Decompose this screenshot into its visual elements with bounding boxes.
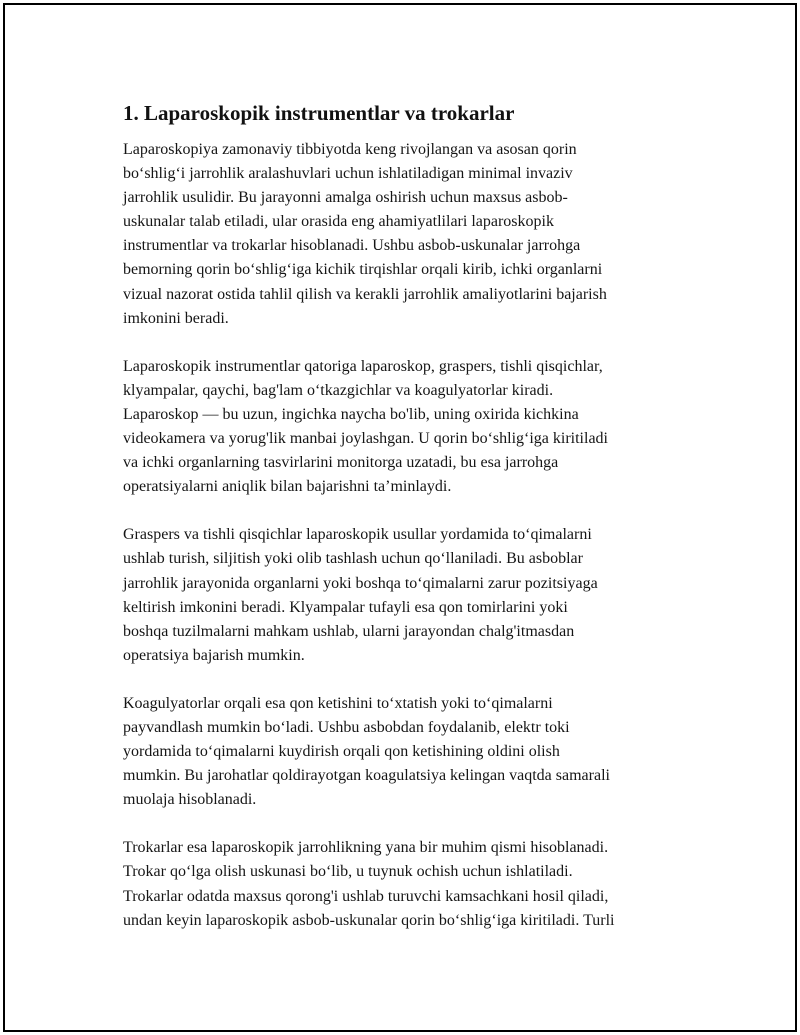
text-line: operatsiya bajarish mumkin.	[123, 646, 305, 664]
text-line: bo‘shlig‘i jarrohlik aralashuvlari uchun ishlatiladigan minimal invaziv	[123, 165, 573, 183]
text-line: boshqa tuzilmalarni mahkam ushlab, ularni jarayondan chalg'itmasdan	[123, 622, 575, 640]
paragraph-2	[123, 355, 695, 500]
text-line: muolaja hisoblanadi.	[123, 791, 257, 809]
text-line: imkonini beradi.	[123, 309, 229, 327]
text-line: Trokarlar odatda maxsus qorong'i ushlab turuvchi kamsachkani hosil qiladi,	[123, 887, 609, 905]
text-line: Koagulyatorlar orqali esa qon ketishini to‘xtatish yoki to‘qimalarni	[123, 694, 553, 712]
text-line: uskunalar talab etiladi, ular orasida eng ahamiyatlilari laparoskopik	[123, 213, 554, 231]
text-line: undan keyin laparoskopik asbob-uskunalar qorin bo‘shlig‘iga kiritiladi. Turli	[123, 911, 615, 929]
text-line: ushlab turish, siljitish yoki olib tashlash uchun qo‘llaniladi. Bu asboblar	[123, 550, 583, 568]
text-line: instrumentlar va trokarlar hisoblanadi. Ushbu asbob-uskunalar jarrohga	[123, 237, 581, 255]
text-line: bemorning qorin bo‘shlig‘iga kichik tirqishlar orqali kirib, ichki organlarni	[123, 261, 603, 279]
text-line: videokamera va yorug'lik manbai joylashgan. U qorin bo‘shlig‘iga kiritiladi	[123, 430, 608, 448]
text-line: keltirish imkonini beradi. Klyampalar tufayli esa qon tomirlarini yoki	[123, 598, 568, 616]
text-line: jarrohlik usulidir. Bu jarayonni amalga oshirish uchun maxsus asbob-	[123, 189, 568, 207]
section-title: 1. Laparoskopik instrumentlar va trokarlar	[123, 101, 515, 125]
text-line: Trokar qo‘lga olish uskunasi bo‘lib, u tuynuk ochish uchun ishlatiladi.	[123, 863, 573, 881]
paragraph-1	[123, 138, 695, 331]
page-frame	[3, 3, 797, 1032]
text-line: mumkin. Bu jarohatlar qoldirayotgan koagulatsiya kelingan vaqtda samarali	[123, 767, 610, 785]
paragraph-4	[123, 692, 695, 812]
text-line: jarrohlik jarayonida organlarni yoki boshqa to‘qimalarni zarur pozitsiyaga	[123, 574, 598, 592]
text-line: Laparoskopik instrumentlar qatoriga laparoskop, graspers, tishli qisqichlar,	[123, 357, 603, 375]
text-line: payvandlash mumkin bo‘ladi. Ushbu asbobdan foydalanib, elektr toki	[123, 718, 570, 736]
text-line: klyampalar, qaychi, bag'lam o‘tkazgichlar va koagulyatorlar kiradi.	[123, 381, 554, 399]
text-line: va ichki organlarning tasvirlarini monitorga uzatadi, bu esa jarrohga	[123, 454, 559, 472]
paragraph-5	[123, 836, 695, 932]
text-line: yordamida to‘qimalarni kuydirish orqali qon ketishining oldini olish	[123, 743, 560, 761]
text-line: Laparoskopiya zamonaviy tibbiyotda keng rivojlangan va asosan qorin	[123, 141, 577, 158]
text-line: vizual nazorat ostida tahlil qilish va kerakli jarrohlik amaliyotlarini bajarish	[123, 285, 607, 303]
paragraph-3	[123, 523, 695, 668]
document-body	[123, 99, 695, 957]
text-line: Laparoskop — bu uzun, ingichka naycha bo'lib, uning oxirida kichkina	[123, 405, 579, 423]
text-line: Graspers va tishli qisqichlar laparoskopik usullar yordamida to‘qimalarni	[123, 526, 592, 544]
text-line: Trokarlar esa laparoskopik jarrohlikning yana bir muhim qismi hisoblanadi.	[123, 839, 609, 857]
text-line: operatsiyalarni aniqlik bilan bajarishni ta’minlaydi.	[123, 478, 452, 496]
